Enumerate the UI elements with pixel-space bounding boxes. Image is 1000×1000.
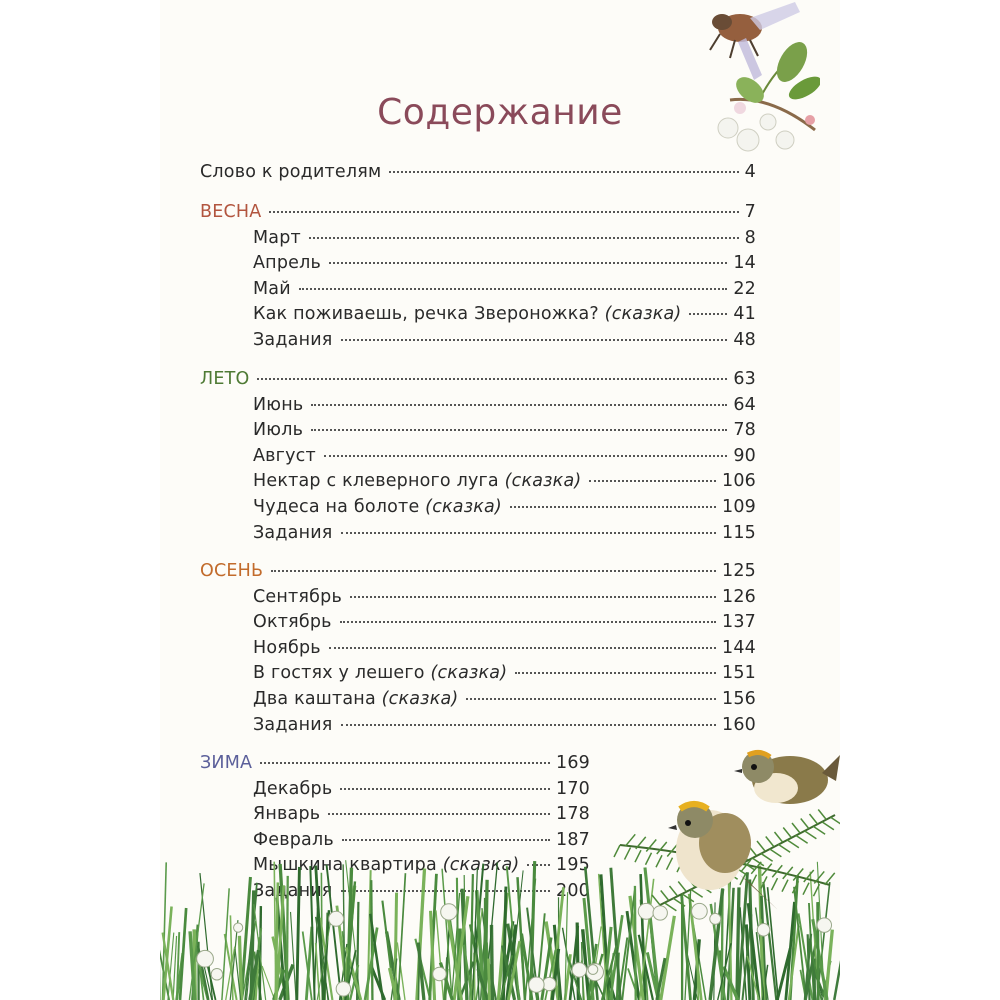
toc-entry[interactable] (253, 638, 756, 664)
dot-leader (350, 596, 716, 598)
toc-page-number: 126 (721, 586, 756, 607)
section-title: ВЕСНА (200, 202, 262, 222)
toc-entry[interactable] (253, 497, 756, 523)
dot-leader (311, 429, 727, 431)
toc-entry[interactable] (253, 420, 756, 446)
toc-entry[interactable] (253, 804, 590, 830)
toc-page-number: 144 (721, 637, 756, 658)
toc-entry[interactable] (253, 395, 756, 421)
toc-entry[interactable] (253, 689, 756, 715)
toc-page-number: 151 (721, 663, 756, 684)
dot-leader (515, 672, 716, 674)
dot-leader (328, 813, 550, 815)
toc-page-number: 137 (721, 612, 756, 633)
entry-title: Задания (253, 330, 333, 350)
entry-title: Апрель (253, 253, 321, 274)
toc-entry[interactable] (253, 304, 756, 330)
toc-entry-label (253, 420, 303, 440)
entry-title: Сентябрь (253, 586, 342, 607)
dot-leader (271, 570, 716, 572)
toc-entry-intro[interactable] (200, 162, 756, 188)
toc-entry[interactable] (253, 612, 756, 638)
entry-title: Задания (253, 714, 333, 735)
toc-entry-label (253, 497, 502, 517)
tale-marker: (сказка) (504, 471, 582, 492)
tale-marker: (сказка) (381, 689, 459, 709)
toc-page-number: 48 (733, 330, 756, 350)
toc-page-number: 169 (555, 753, 590, 773)
tale-marker: (сказка) (604, 304, 682, 325)
dot-leader (329, 262, 727, 264)
toc-section-heading[interactable] (200, 369, 756, 395)
entry-title: Январь (253, 804, 321, 825)
toc-entry-label (253, 279, 291, 299)
toc-entry-label (253, 715, 333, 735)
toc-page-number: 170 (555, 778, 590, 799)
entry-title: Задания (253, 881, 333, 901)
toc-entry-label (253, 446, 316, 466)
toc-page-number: 78 (733, 420, 756, 441)
toc-page-number: 195 (555, 855, 590, 876)
toc-entry-label (253, 689, 458, 709)
entry-title: В гостях у лешего (253, 663, 431, 684)
tale-marker: (сказка) (425, 497, 502, 517)
dot-leader (309, 237, 739, 239)
section-title: ОСЕНЬ (200, 561, 264, 581)
entry-title: Ноябрь (253, 637, 321, 658)
toc-entry-label (253, 587, 342, 607)
tale-marker: (сказка) (430, 663, 508, 684)
toc-entry-label (253, 638, 321, 658)
toc-page-number: 200 (555, 881, 590, 901)
toc-entry[interactable] (253, 330, 756, 356)
entry-title: Два каштана (253, 689, 382, 709)
toc-entry-label: Слово к родителям (200, 162, 382, 182)
entry-title: Задания (253, 522, 333, 543)
section-title: ЗИМА (200, 753, 253, 773)
book-page (160, 0, 840, 1000)
toc-entry-label (253, 779, 332, 799)
toc-entry[interactable] (253, 779, 590, 805)
toc-page-number: 22 (733, 278, 756, 299)
toc-entry-label (253, 663, 507, 683)
toc-page-number: 64 (733, 394, 756, 415)
dot-leader (311, 404, 727, 406)
toc-page-number: 178 (555, 804, 590, 825)
toc-page-number: 7 (744, 202, 756, 222)
dot-leader (389, 171, 738, 173)
dot-leader (689, 313, 727, 315)
toc-entry-label (253, 330, 333, 350)
entry-title: Февраль (253, 829, 334, 850)
toc-page-number: 125 (721, 561, 756, 581)
section-title: ЛЕТО (200, 369, 250, 389)
toc-entry-label (253, 395, 303, 415)
entry-title: Как поживаешь, речка Звероножка? (253, 304, 605, 325)
toc-entry-label (253, 612, 332, 632)
toc-entry-label (253, 471, 581, 491)
goldcrest-birds-illustration (600, 725, 840, 935)
toc-page-number: 160 (721, 714, 756, 735)
toc-page-number: 4 (744, 162, 756, 182)
toc-page-number: 106 (721, 471, 756, 492)
toc-entry[interactable] (253, 279, 756, 305)
entry-title: Июль (253, 420, 304, 441)
entry-title: Мышкина квартира (253, 855, 443, 876)
dot-leader (257, 378, 727, 380)
page-title: Содержание (377, 92, 623, 133)
entry-title: Нектар с клеверного луга (253, 471, 505, 492)
toc-entry[interactable] (253, 663, 756, 689)
toc-page-number: 115 (721, 522, 756, 543)
dot-leader (341, 532, 716, 534)
toc-entry[interactable] (253, 471, 756, 497)
toc-page-number: 90 (733, 445, 756, 466)
toc-page-number: 63 (733, 369, 756, 389)
toc-entry[interactable] (253, 253, 756, 279)
toc-entry[interactable] (253, 228, 756, 254)
toc-page-number: 8 (744, 227, 756, 248)
toc-entry[interactable] (253, 446, 756, 472)
toc-page-number: 109 (721, 497, 756, 517)
toc-section-heading[interactable] (200, 753, 590, 779)
toc-page-number: 41 (733, 304, 756, 325)
toc-entry[interactable] (253, 523, 756, 549)
dot-leader (269, 211, 738, 213)
beetle-on-blossom-illustration (680, 0, 820, 170)
entry-title: Май (253, 278, 291, 299)
tale-marker: (сказка) (442, 855, 520, 876)
entry-title: Чудеса на болоте (253, 497, 426, 517)
toc-entry-label (253, 523, 333, 543)
entry-title: Март (253, 227, 301, 248)
entry-title: Декабрь (253, 778, 333, 799)
toc-section-heading[interactable] (200, 561, 756, 587)
toc-page-number: 156 (721, 689, 756, 709)
dot-leader (341, 339, 728, 341)
toc-entry-label (253, 228, 301, 248)
dot-leader (340, 621, 716, 623)
toc-section-heading[interactable] (200, 202, 756, 228)
toc-entry-label (253, 304, 681, 324)
toc-entry-label (253, 804, 320, 824)
toc-entry-label (253, 830, 334, 850)
dot-leader (466, 698, 716, 700)
toc-entry[interactable] (253, 587, 756, 613)
toc-page-number: 187 (555, 829, 590, 850)
dot-leader (589, 480, 716, 482)
dot-leader (324, 455, 727, 457)
toc-page-number: 14 (733, 253, 756, 274)
entry-title: Октябрь (253, 612, 332, 633)
dot-leader (299, 288, 728, 290)
dot-leader (340, 788, 550, 790)
dot-leader (260, 762, 550, 764)
entry-title: Август (253, 445, 316, 466)
toc-entry-label (253, 253, 321, 273)
dot-leader (510, 506, 716, 508)
dot-leader (329, 647, 716, 649)
entry-title: Июнь (253, 394, 304, 415)
dot-leader (342, 839, 550, 841)
